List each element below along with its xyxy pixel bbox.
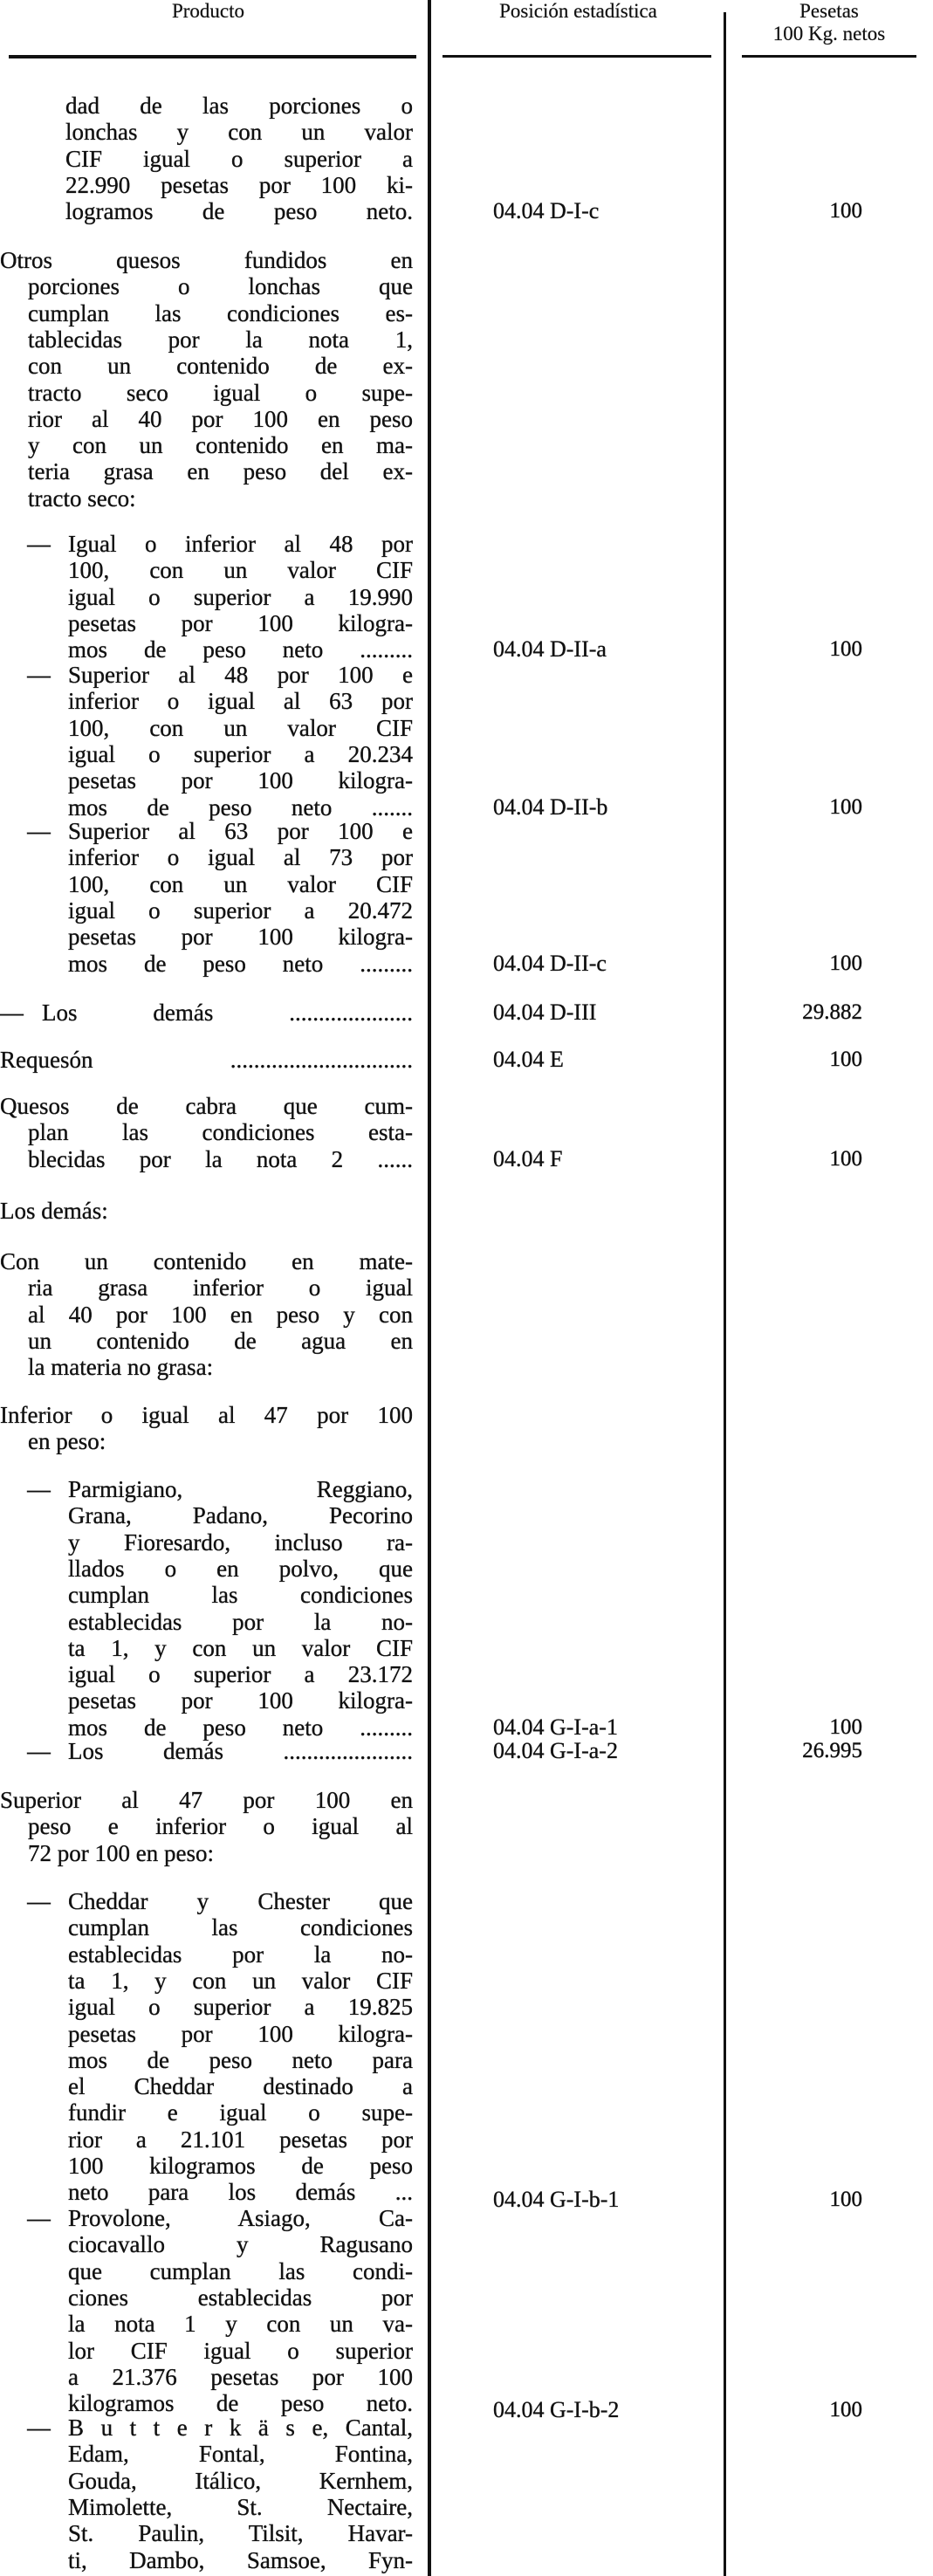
statistical-position: 04.04 G-I-b-2 <box>493 2397 620 2422</box>
product-description-line: CIF igual o superior a <box>65 145 413 172</box>
statistical-position: 04.04 E <box>493 1047 564 1072</box>
product-description-line: Superior al 48 por 100 e <box>68 662 413 688</box>
statistical-position: 04.04 D-II-a <box>493 636 607 663</box>
product-description-line: Cheddar y Chester que <box>68 1888 413 1914</box>
statistical-position: 04.04 D-II-b <box>493 793 608 820</box>
product-description-line: tracto seco igual o supe- <box>28 379 413 406</box>
product-description-line: Los demás ..................... <box>42 999 413 1026</box>
product-description-line: ria grasa inferior o igual <box>28 1274 413 1302</box>
dash-marker: — <box>27 662 51 688</box>
product-description-line: ti, Dambo, Samsoe, Fyn- <box>68 2546 413 2573</box>
statistical-position: 04.04 D-II-c <box>493 950 607 976</box>
dash-marker: — <box>27 1888 51 1914</box>
product-description-line: Con un contenido en mate- <box>0 1248 413 1274</box>
pesetas-value: 100 <box>829 951 862 975</box>
product-description-line: Requesón ............................... <box>0 1047 413 1073</box>
pesetas-value: 29.882 <box>802 1000 862 1024</box>
product-description-line: 100 kilogramos de peso <box>68 2153 413 2179</box>
header-rule-producto <box>9 55 416 58</box>
product-description-line: fundir e igual o supe- <box>68 2099 413 2126</box>
product-description-line: igual o superior a 20.472 <box>68 896 413 924</box>
product-description-line: igual o superior a 23.172 <box>68 1661 413 1688</box>
product-description-line: kilogramos de peso neto. <box>68 2390 413 2417</box>
product-description-line: peso e inferior o igual al <box>28 1813 413 1840</box>
product-description-line: en peso: <box>28 1428 106 1455</box>
product-description-line: blecidas por la nota 2 ...... <box>28 1145 413 1172</box>
pesetas-value: 100 <box>829 637 862 662</box>
product-description-line: tablecidas por la nota 1, <box>28 326 413 353</box>
product-description-line: igual o superior a 20.234 <box>68 740 413 767</box>
column-header-posicion: Posición estadística <box>499 0 657 22</box>
pesetas-value: 100 <box>829 1714 862 1739</box>
product-description-line: ciones establecidas por <box>68 2284 413 2311</box>
product-description-line: cumplan las condiciones <box>68 1914 413 1941</box>
product-description-line: y Fioresardo, incluso ra- <box>68 1528 413 1556</box>
product-description-line: 100, con un valor CIF <box>68 557 413 584</box>
product-description-line: inferior o igual al 73 por <box>68 844 413 871</box>
product-description-line: mos de peso neto para <box>68 2046 413 2073</box>
product-description-line: 72 por 100 en peso: <box>28 1839 214 1866</box>
product-description-line: ciocavallo y Ragusano <box>68 2231 413 2258</box>
dash-marker: — <box>27 2205 51 2231</box>
product-description-line: Inferior o igual al 47 por 100 <box>0 1402 413 1428</box>
pesetas-value: 100 <box>829 2398 862 2421</box>
product-description-line: un contenido de agua en <box>28 1327 413 1354</box>
product-description-line: Los demás: <box>0 1198 108 1224</box>
header-rule-pesetas <box>742 55 916 58</box>
statistical-position: 04.04 G-I-a-1 <box>493 1714 618 1740</box>
product-description-line: pesetas por 100 kilogra- <box>68 2020 413 2047</box>
dash-marker: — <box>27 2415 51 2441</box>
product-description-line: rior al 40 por 100 en peso <box>28 405 413 432</box>
product-description-line: St. Paulin, Tilsit, Havar- <box>68 2520 413 2547</box>
statistical-position: 04.04 F <box>493 1145 563 1171</box>
product-description-line: el Cheddar destinado a <box>68 2073 413 2100</box>
product-description-line: la nota 1 y con un va- <box>68 2311 413 2338</box>
product-description-line: cumplan las condiciones es- <box>28 299 413 326</box>
product-description-line: igual o superior a 19.825 <box>68 1994 413 2021</box>
column-divider-2 <box>724 12 726 2576</box>
product-description-line: lonchas y con un valor <box>65 119 413 146</box>
product-description-line: dad de las porciones o <box>65 93 413 119</box>
product-description-line: Gouda, Itálico, Kernhem, <box>68 2467 413 2494</box>
product-description-line: establecidas por la no- <box>68 1941 413 1968</box>
product-description-line: 100, con un valor CIF <box>68 714 413 741</box>
column-header-producto: Producto <box>171 0 245 22</box>
product-description-line: cumplan las condiciones <box>68 1582 413 1609</box>
product-description-line: ta 1, y con un valor CIF <box>68 1634 413 1661</box>
column-divider-1 <box>428 0 431 2576</box>
product-description-line: mos de peso neto ......... <box>68 950 413 977</box>
statistical-position: 04.04 D-I-c <box>493 198 600 224</box>
product-description-line: rior a 21.101 pesetas por <box>68 2126 413 2153</box>
product-description-line: ta 1, y con un valor CIF <box>68 1967 413 1994</box>
statistical-position: 04.04 G-I-a-2 <box>493 1738 618 1763</box>
product-description-line: con un contenido de ex- <box>28 353 413 380</box>
pesetas-value: 100 <box>829 2188 862 2211</box>
product-description-line: a 21.376 pesetas por 100 <box>68 2363 413 2390</box>
product-description-line: llados o en polvo, que <box>68 1555 413 1582</box>
pesetas-value: 100 <box>829 199 862 223</box>
product-description-line: mos de peso neto ......... <box>68 636 413 663</box>
product-description-line: porciones o lonchas que <box>28 273 413 300</box>
pesetas-value: 100 <box>829 1146 862 1171</box>
header-rule-posicion <box>442 55 711 58</box>
product-description-line: B u t t e r k ä s e, Cantal, <box>68 2415 413 2441</box>
statistical-position: 04.04 D-III <box>493 999 597 1025</box>
dash-marker: — <box>0 999 24 1026</box>
product-description-line: 22.990 pesetas por 100 ki- <box>65 171 413 198</box>
product-description-line: logramos de peso neto. <box>65 198 413 225</box>
pesetas-value: 100 <box>829 794 862 819</box>
product-description-line: mos de peso neto ......... <box>68 1714 413 1741</box>
column-header-pesetas-unit: 100 Kg. netos <box>772 23 886 45</box>
statistical-position: 04.04 G-I-b-1 <box>493 2187 620 2212</box>
product-description-line: Parmigiano, Reggiano, <box>68 1476 413 1502</box>
product-description-line: plan las condiciones esta- <box>28 1119 413 1146</box>
product-description-line: Quesos de cabra que cum- <box>0 1093 413 1119</box>
product-description-line: y con un contenido en ma- <box>28 432 413 459</box>
product-description-line: pesetas por 100 kilogra- <box>68 1687 413 1714</box>
product-description-line: Igual o inferior al 48 por <box>68 531 413 557</box>
column-header-pesetas: Pesetas <box>799 0 859 22</box>
product-description-line: igual o superior a 19.990 <box>68 583 413 610</box>
product-description-line: Mimolette, St. Nectaire, <box>68 2493 413 2520</box>
product-description-line: Otros quesos fundidos en <box>0 247 413 273</box>
product-description-line: pesetas por 100 kilogra- <box>68 924 413 951</box>
product-description-line: la materia no grasa: <box>28 1354 214 1381</box>
product-description-line: Provolone, Asiago, Ca- <box>68 2205 413 2231</box>
product-description-line: tracto seco: <box>28 484 136 512</box>
product-description-line: Los demás ...................... <box>68 1738 413 1764</box>
dash-marker: — <box>27 531 51 557</box>
dash-marker: — <box>27 1738 51 1764</box>
product-description-line: teria grasa en peso del ex- <box>28 458 413 485</box>
product-description-line: lor CIF igual o superior <box>68 2337 413 2364</box>
product-description-line: pesetas por 100 kilogra- <box>68 609 413 636</box>
product-description-line: al 40 por 100 en peso y con <box>28 1301 413 1328</box>
product-description-line: mos de peso neto ....... <box>68 793 413 821</box>
product-description-line: que cumplan las condi- <box>68 2257 413 2284</box>
product-description-line: Edam, Fontal, Fontina, <box>68 2441 413 2468</box>
pesetas-value: 100 <box>829 1048 862 1071</box>
dash-marker: — <box>27 1476 51 1502</box>
product-description-line: 100, con un valor CIF <box>68 870 413 897</box>
product-description-line: Superior al 63 por 100 e <box>68 818 413 844</box>
product-description-line: pesetas por 100 kilogra- <box>68 767 413 794</box>
product-description-line: Grana, Padano, Pecorino <box>68 1502 413 1529</box>
product-description-line: Superior al 47 por 100 en <box>0 1787 413 1813</box>
product-description-line: inferior o igual al 63 por <box>68 688 413 715</box>
pesetas-value: 26.995 <box>802 1739 862 1762</box>
product-description-line: neto para los demás ... <box>68 2179 413 2206</box>
product-description-line: establecidas por la no- <box>68 1608 413 1635</box>
dash-marker: — <box>27 818 51 844</box>
